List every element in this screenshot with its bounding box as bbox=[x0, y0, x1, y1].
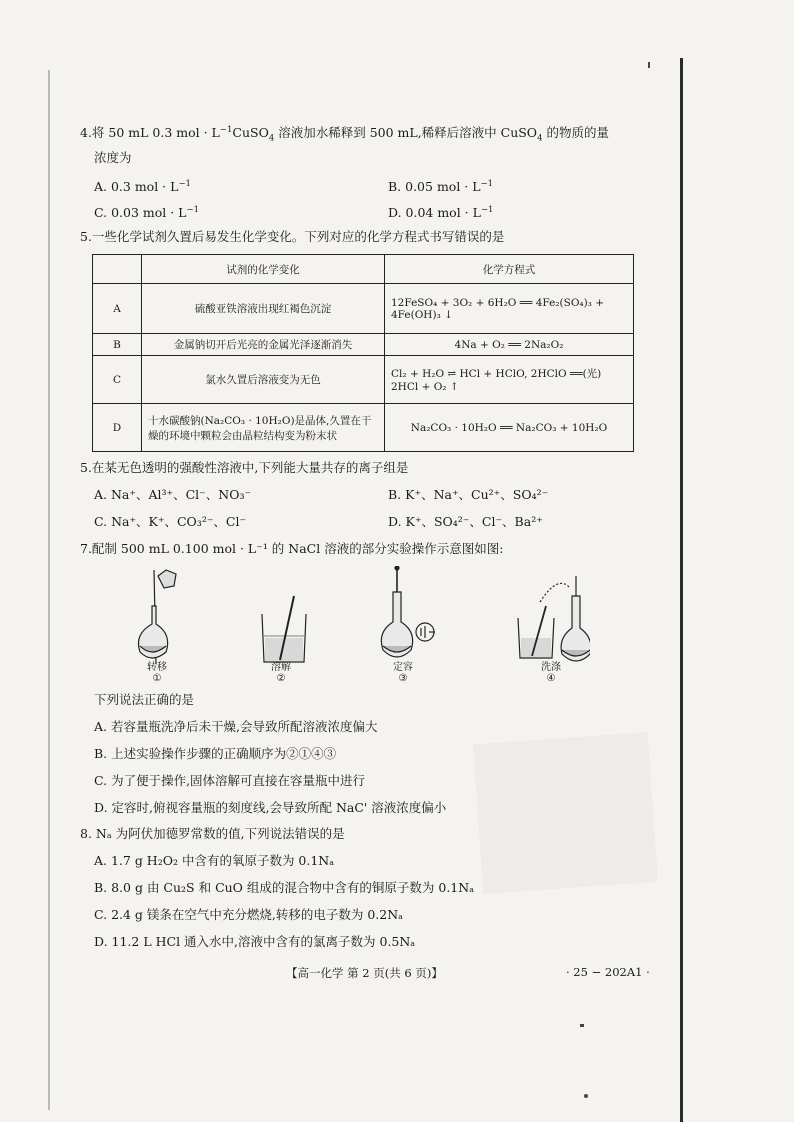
q6-option-c: C. Na⁺、K⁺、CO₃²⁻、Cl⁻ bbox=[94, 514, 247, 529]
question-7-stem: 7.配制 500 mL 0.100 mol · L⁻¹ 的 NaCl 溶液的部分实验操作示意图如图: bbox=[80, 541, 504, 556]
scan-mark bbox=[648, 62, 650, 68]
footer-page-info: 【高一化学 第 2 页(共 6 页)】 bbox=[286, 966, 443, 980]
row-label: A bbox=[93, 284, 142, 334]
q4-option-c: C. 0.03 mol · $L^{-1}$ bbox=[94, 205, 199, 221]
wash-apparatus bbox=[518, 576, 590, 661]
figure-3-label: 定容 ③ bbox=[393, 662, 413, 684]
page-edge-right bbox=[680, 58, 683, 1122]
q4-option-b: B. 0.05 mol · $L^{-1}$ bbox=[388, 179, 494, 195]
header-change: 试剂的化学变化 bbox=[142, 255, 385, 284]
question-8-stem: 8. Nₐ 为阿伏加德罗常数的值,下列说法错误的是 bbox=[80, 826, 345, 841]
row-label: B bbox=[93, 334, 142, 356]
row-change: 十水碳酸钠(Na₂CO₃ · 10H₂O)是晶体,久置在干燥的环境中颗粒会由晶粒结构变为粉末状 bbox=[142, 404, 385, 452]
page-edge-left bbox=[48, 70, 50, 1110]
volume-flask bbox=[381, 566, 435, 657]
row-change: 硫酸亚铁溶液出现红褐色沉淀 bbox=[142, 284, 385, 334]
row-change: 氯水久置后溶液变为无色 bbox=[142, 356, 385, 404]
header-equation: 化学方程式 bbox=[385, 255, 634, 284]
table-header bbox=[93, 255, 634, 284]
figure-4-label: 洗涤 ④ bbox=[541, 662, 561, 684]
experiment-figure bbox=[130, 566, 590, 696]
q6-option-b: B. K⁺、Na⁺、Cu²⁺、SO₄²⁻ bbox=[388, 487, 549, 502]
scan-smudge bbox=[473, 732, 658, 894]
row-equation: 4Na + O₂ ══ 2Na₂O₂ bbox=[385, 334, 634, 356]
q6-option-d: D. K⁺、SO₄²⁻、Cl⁻、Ba²⁺ bbox=[388, 514, 543, 529]
row-equation: Cl₂ + H₂O ⇌ HCl + HClO, 2HClO ══(光) 2HCl + O₂ ↑ bbox=[385, 356, 634, 404]
question-7-prompt: 下列说法正确的是 bbox=[94, 692, 195, 707]
apparatus-illustration bbox=[130, 566, 590, 666]
row-change: 金属钠切开后光亮的金属光泽逐渐消失 bbox=[142, 334, 385, 356]
question-6-stem: 5.在某无色透明的强酸性溶液中,下列能大量共存的离子组是 bbox=[80, 460, 409, 475]
q7-option-b: B. 上述实验操作步骤的正确顺序为②①④③ bbox=[94, 746, 337, 761]
q6-option-a: A. Na⁺、Al³⁺、Cl⁻、NO₃⁻ bbox=[94, 487, 252, 502]
table-row bbox=[93, 284, 634, 334]
row-equation: Na₂CO₃ · 10H₂O ══ Na₂CO₃ + 10H₂O bbox=[385, 404, 634, 452]
figure-1-label: 转移 ① bbox=[147, 662, 167, 684]
scan-mark bbox=[584, 1094, 588, 1098]
question-5-stem: 5.一些化学试剂久置后易发生化学变化。下列对应的化学方程式书写错误的是 bbox=[80, 229, 505, 244]
row-equation: 12FeSO₄ + 3O₂ + 6H₂O ══ 4Fe₂(SO₄)₃ + 4Fe(OH)₃ ↓ bbox=[385, 284, 634, 334]
question-4-stem-line2: 浓度为 bbox=[94, 150, 132, 165]
transfer-apparatus bbox=[139, 570, 177, 664]
header-blank bbox=[93, 255, 142, 284]
q8-option-a: A. 1.7 g H₂O₂ 中含有的氧原子数为 0.1Nₐ bbox=[94, 853, 335, 868]
q8-option-c: C. 2.4 g 镁条在空气中充分燃烧,转移的电子数为 0.2Nₐ bbox=[94, 907, 403, 922]
dissolve-beaker bbox=[262, 596, 306, 662]
q7-option-d: D. 定容时,俯视容量瓶的刻度线,会导致所配 NaC' 溶液浓度偏小 bbox=[94, 800, 447, 815]
q8-option-b: B. 8.0 g 由 Cu₂S 和 CuO 组成的混合物中含有的铜原子数为 0.1Nₐ bbox=[94, 880, 475, 895]
footer-code: · 25 − 202A1 · bbox=[566, 965, 650, 979]
table-row bbox=[93, 334, 634, 356]
figure-2-label: 溶解 ② bbox=[271, 662, 291, 684]
equation-table bbox=[92, 254, 634, 452]
row-label: C bbox=[93, 356, 142, 404]
q7-option-c: C. 为了便于操作,固体溶解可直接在容量瓶中进行 bbox=[94, 773, 366, 788]
table-row bbox=[93, 404, 634, 452]
q4-option-a: A. 0.3 mol · $L^{-1}$ bbox=[94, 179, 191, 195]
table-row bbox=[93, 356, 634, 404]
q4-option-d: D. 0.04 mol · $L^{-1}$ bbox=[388, 205, 494, 221]
scan-mark bbox=[580, 1024, 584, 1027]
q7-option-a: A. 若容量瓶洗净后未干燥,会导致所配溶液浓度偏大 bbox=[94, 719, 378, 734]
q8-option-d: D. 11.2 L HCl 通入水中,溶液中含有的氯离子数为 0.5Nₐ bbox=[94, 934, 416, 949]
question-4-stem: 4.将 50 mL 0.3 mol · $L^{-1}CuSO_4$ 溶液加水稀释到 500 mL,稀释后溶液中 CuSO$_4$ 的物质的量 bbox=[80, 125, 609, 144]
row-label: D bbox=[93, 404, 142, 452]
